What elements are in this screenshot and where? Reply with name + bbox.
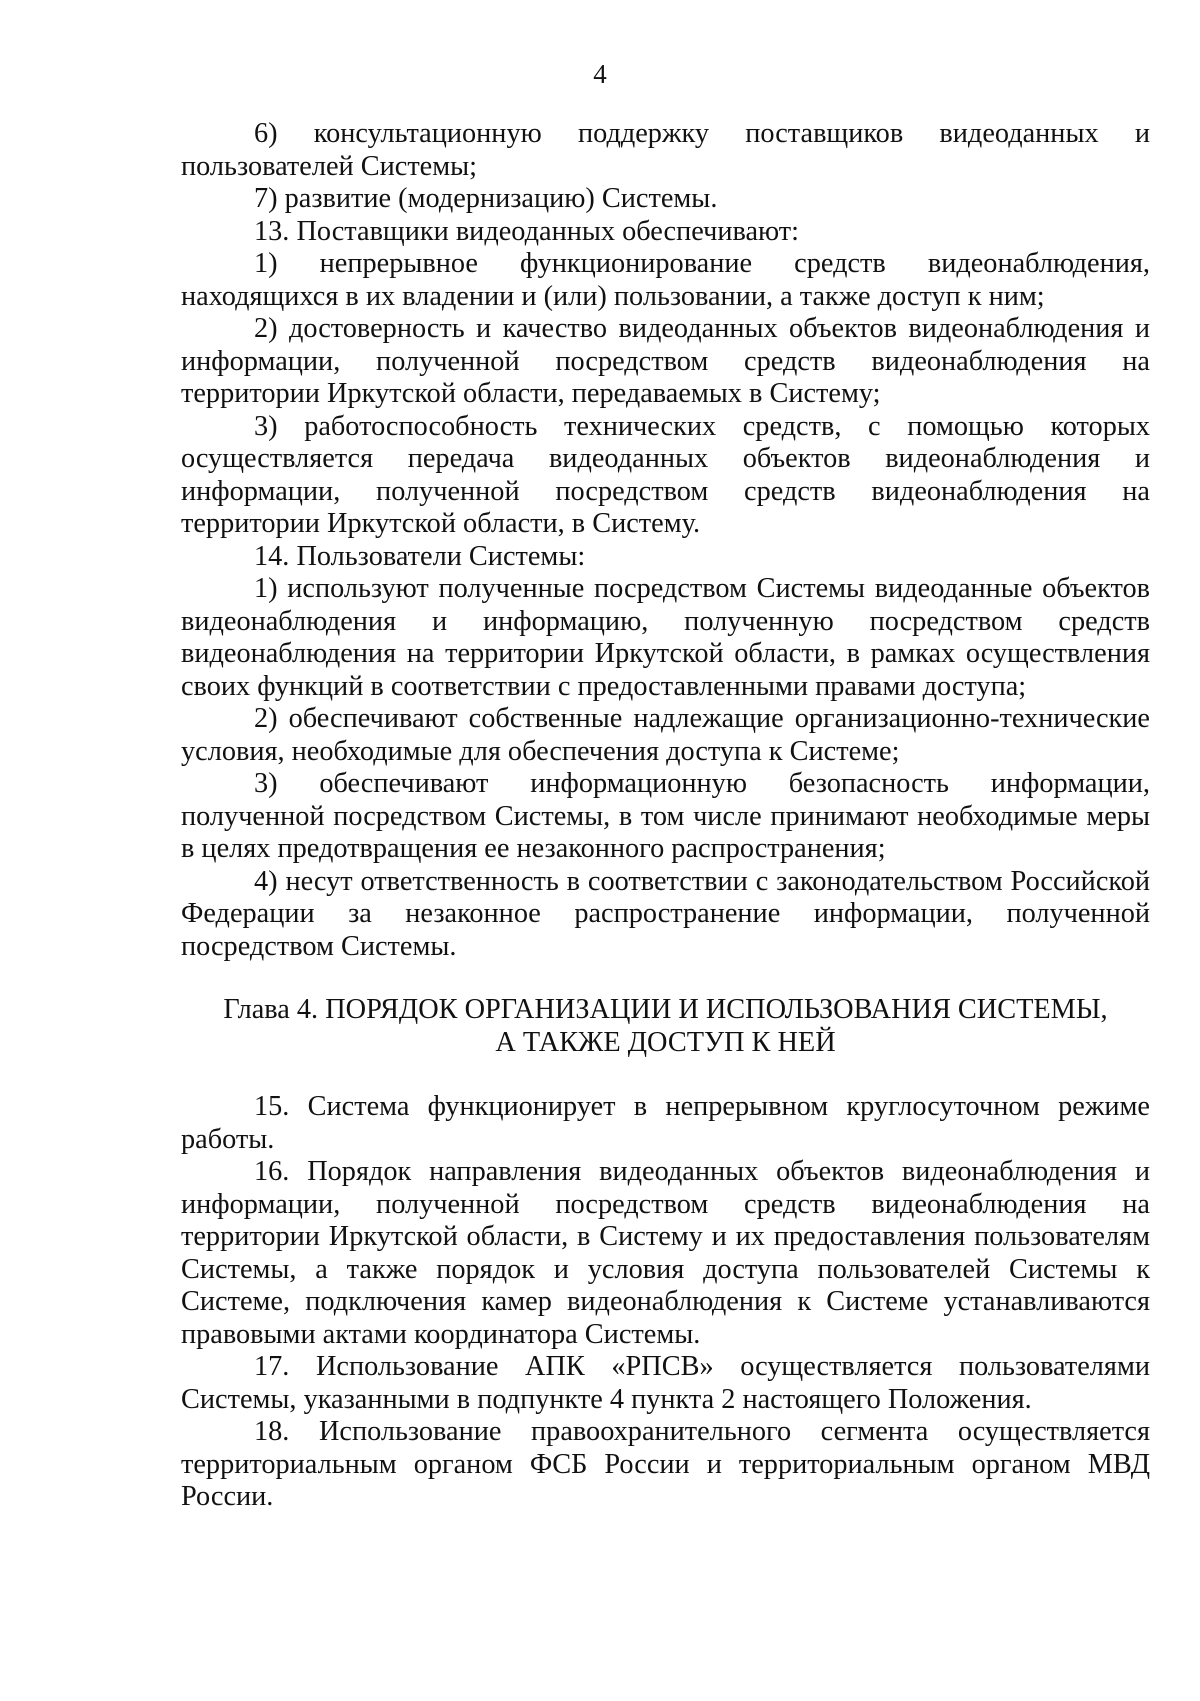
paragraph-clause-13-item-3: 3) работоспособность технических средств, с помощью которых осуществляется передача видеоданных объектов видеонаблюдения и информации, полученной посредством средств видеонаблюдения на территории Иркутской области, в Систему.	[181, 410, 1150, 539]
paragraph-clause-14-item-1: 1) используют полученные посредством Системы видеоданные объектов видеонаблюдения и информацию, полученную посредством средств видеонаблюдения на территории Иркутской области, в рамках осуществления своих функций в соответствии с предоставленными правами доступа;	[181, 573, 1150, 702]
paragraph-clause-14-item-4: 4) несут ответственность в соответствии с законодательством Российской Федерации за незаконное распространение информации, полученной посредством Системы.	[181, 865, 1150, 962]
paragraph-clause-14-item-2: 2) обеспечивают собственные надлежащие организационно-технические условия, необходимые для обеспечения доступа к Системе;	[181, 703, 1150, 767]
paragraph-clause-17: 17. Использование АПК «РПСВ» осуществляется пользователями Системы, указанными в подпункте 4 пункта 2 настоящего Положения.	[181, 1351, 1150, 1415]
paragraph-clause-15: 15. Система функционирует в непрерывном круглосуточном режиме работы.	[181, 1091, 1150, 1155]
paragraph-item-7: 7) развитие (модернизацию) Системы.	[254, 183, 718, 214]
paragraph-clause-18: 18. Использование правоохранительного сегмента осуществляется территориальным органом ФСБ России и территориальным органом МВД России.	[181, 1416, 1150, 1512]
page-number: 4	[593, 59, 607, 89]
paragraph-clause-16: 16. Порядок направления видеоданных объектов видеонаблюдения и информации, полученной посредством средств видеонаблюдения на территории Иркутской области, в Систему и их предоставления пользователям Системы, а также порядок и условия доступа пользователей Системы к Системе, подключения камер видеонаблюдения к Системе устанавливаются правовыми актами координатора Системы.	[181, 1156, 1150, 1350]
paragraph-item-6: 6) консультационную поддержку поставщиков видеоданных и пользователей Системы;	[181, 118, 1150, 182]
document-body	[181, 118, 1150, 1514]
paragraph-clause-13-item-1: 1) непрерывное функционирование средств видеонаблюдения, находящихся в их владении и (или) пользовании, а также доступ к ним;	[181, 248, 1150, 312]
paragraph-clause-13: 13. Поставщики видеоданных обеспечивают:	[254, 215, 800, 247]
paragraph-clause-14: 14. Пользователи Системы:	[254, 540, 586, 572]
chapter-heading: Глава 4. ПОРЯДОК ОРГАНИЗАЦИИ И ИСПОЛЬЗОВАНИЯ СИСТЕМЫ, А ТАКЖЕ ДОСТУП К НЕЙ	[223, 994, 1108, 1058]
paragraph-clause-13-item-2: 2) достоверность и качество видеоданных объектов видеонаблюдения и информации, полученной посредством средств видеонаблюдения на территории Иркутской области, передаваемых в Систему;	[181, 313, 1150, 409]
paragraph-clause-14-item-3: 3) обеспечивают информационную безопасность информации, полученной посредством Системы, в том числе принимают необходимые меры в целях предотвращения ее незаконного распространения;	[181, 768, 1150, 864]
